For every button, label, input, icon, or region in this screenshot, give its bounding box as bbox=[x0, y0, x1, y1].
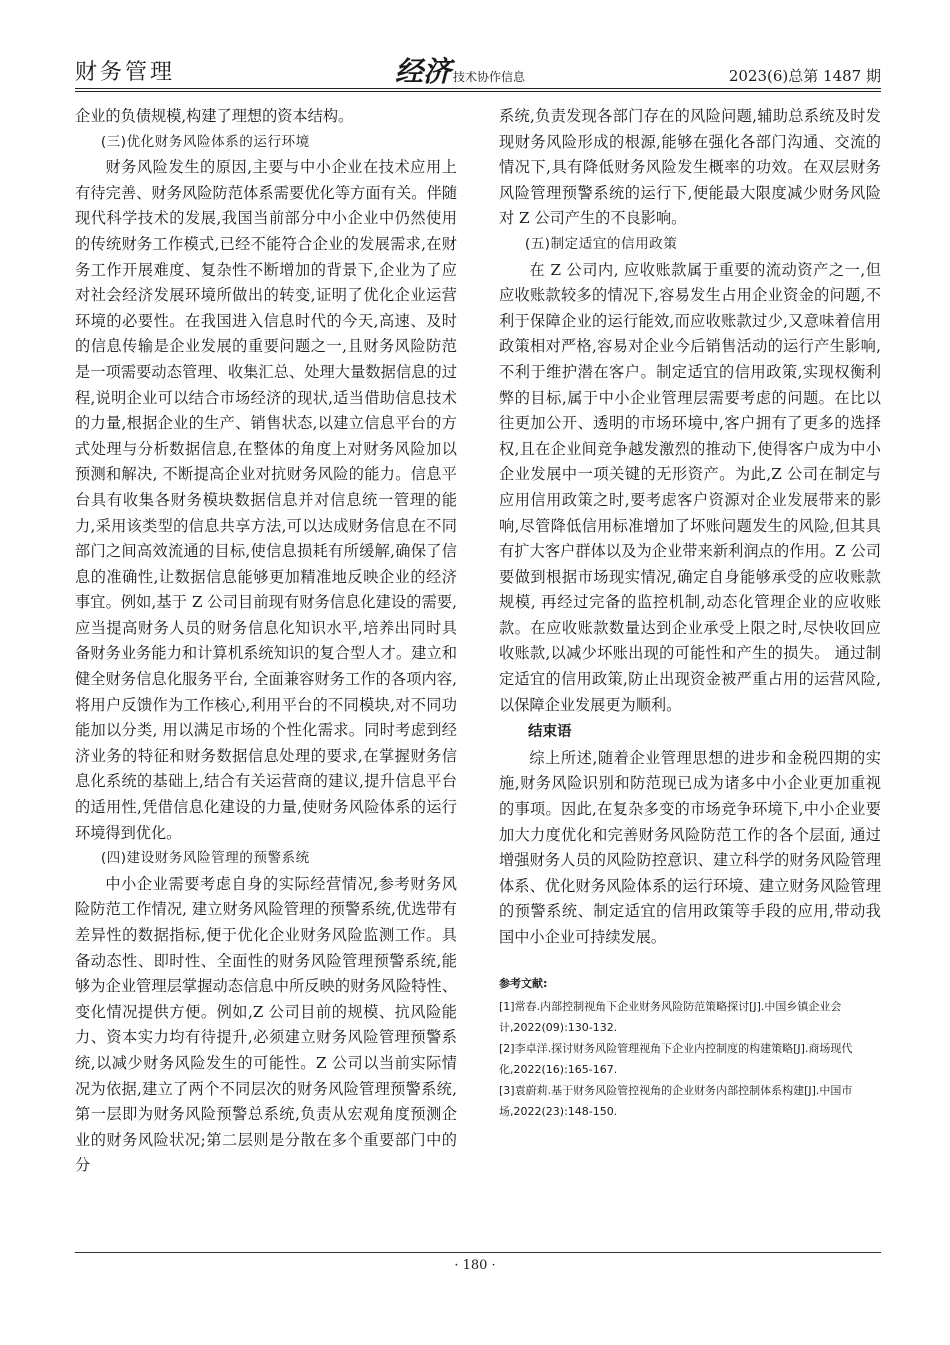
journal-logo: 经济 bbox=[395, 55, 452, 88]
references-title: 参考文献: bbox=[499, 976, 548, 990]
paragraph: 综上所述,随着企业管理思想的进步和金税四期的实施,财务风险识别和防范现已成为诸多中小企业更加重视的事项。因此,在复杂多变的市场竞争环境下,中小企业要加大力度优化和完善财务风险防范工作的各个层面, 通过增强财务人员的风险防控意识、建立科学的财务风险管理体系、优化财务风险体系的运行环境、建立财务风险管理的预警系统、制定适宜的信用政策等手段的应用,带动我国中小企业可持续发展。 bbox=[499, 748, 881, 946]
reference-item: [1]常春.内部控制视角下企业财务风险防范策略探讨[J].中国乡镇企业会计,2022(09):130-132. bbox=[499, 999, 842, 1034]
section-title: 财务管理 bbox=[75, 60, 176, 85]
paragraph: 在 Z 公司内, 应收账款属于重要的流动资产之一,但应收账款较多的情况下,容易发生占用企业资金的问题,不利于保障企业的运行能效,而应收账款过少,又意味着信用政策相对严格,容易对企业今后销售活动的运行产生影响,不利于维护潜在客户。制定适宜的信用政策,实现权衡利弊的目标,属于中小企业管理层需要考虑的问题。在比以往更加公开、透明的市场环境中,客户拥有了更多的选择权,且在企业间竞争越发激烈的推动下,使得客户成为中小企业发展中一项关键的无形资产。为此,Z 公司在制定与应用信用政策之时,要考虑客户资源对企业发展带来的影响,尽管降低信用标准增加了坏账问题发生的风险,但其具有扩大客户群体以及为企业带来新利润点的作用。Z 公司要做到根据市场现实情况,确定自身能够承受的应收账款规模, 再经过完备的监控机制,动态化管理企业的应收账款。在应收账款数量达到企业承受上限之时,尽快收回应收账款,以减少坏账出现的可能性和产生的损失。 通过制定适宜的信用政策,防止出现资金被严重占用的运营风险,以保障企业发展更为顺利。 bbox=[499, 260, 881, 714]
reference-item: [2]李卓洋.探讨财务风险管理视角下企业内控制度的构建策略[J].商场现代化,2022(16):165-167. bbox=[499, 1041, 853, 1076]
page-number: · 180 · bbox=[454, 1258, 496, 1273]
section-heading-4: (四)建设财务风险管理的预警系统 bbox=[100, 850, 310, 867]
references bbox=[499, 973, 881, 1122]
left-column bbox=[75, 104, 457, 1179]
right-column bbox=[499, 104, 881, 1122]
paragraph-continued: 系统,负责发现各部门存在的风险问题,辅助总系统及时发现财务风险形成的根源,能够在强化各部门沟通、交流的情况下,具有降低财务风险发生概率的功效。在双层财务风险管理预警系统的运行下,便能最大限度减少财务风险对 Z 公司产生的不良影响。 bbox=[499, 107, 881, 228]
conclusion-heading: 结束语 bbox=[528, 724, 572, 741]
issue-number: 2023(6)总第 1487 期 bbox=[728, 67, 881, 85]
section-heading-5: (五)制定适宜的信用政策 bbox=[524, 235, 678, 252]
paragraph: 中小企业需要考虑自身的实际经营情况,参考财务风险防范工作情况, 建立财务风险管理的预警系统,优选带有差异性的数据指标,便于优化企业财务风险监测工作。具备动态性、即时性、全面性的财务风险管理预警系统,能够为企业管理层掌握动态信息中所反映的财务风险特性、变化情况提供方便。例如,Z 公司目前的规模、抗风险能力、资本实力均有待提升,必须建立财务风险管理预警系统,以减少财务风险发生的可能性。Z 公司以当前实际情况为依据,建立了两个不同层次的财务风险管理预警系统,第一层即为财务风险预警总系统,负责从宏观角度预测企业的财务风险状况;第二层则是分散在多个重要部门中的分 bbox=[75, 874, 457, 1175]
journal-subtitle: 技术协作信息 bbox=[453, 70, 526, 84]
paragraph: 财务风险发生的原因,主要与中小企业在技术应用上有待完善、财务风险防范体系需要优化等方面有关。伴随现代科学技术的发展,我国当前部分中小企业中仍然使用的传统财务工作模式,已经不能符合企业的发展需求,在财务工作开展难度、复杂性不断增加的背景下,企业为了应对社会经济发展环境所做出的转变,证明了优化企业运营环境的必要性。在我国进入信息时代的今天,高速、及时的信息传输是企业发展的重要问题之一,且财务风险防范是一项需要动态管理、收集汇总、处理大量数据信息的过程,说明企业可以结合市场经济的现状,适当借助信息技术的力量,根据企业的生产、销售状态,以建立信息平台的方式处理与分析数据信息,在整体的角度上对财务风险加以预测和解决, 不断提高企业对抗财务风险的能力。信息平台具有收集各财务模块数据信息并对信息统一管理的能力,采用该类型的信息共享方法,可以达成财务信息在不同部门之间高效流通的目标,使信息损耗有所缓解,确保了信息的准确性,让数据信息能够更加精准地反映企业的经济事宜。例如,基于 Z 公司目前现有财务信息化建设的需要,应当提高财务人员的财务信息化知识水平,培养出同时具备财务业务能力和计算机系统知识的复合型人才。建立和健全财务信息化服务平台, 全面兼容财务工作的各项内容,将用户反馈作为工作核心,利用平台的不同模块,对不同功能加以分类, 用以满足市场的个性化需求。同时考虑到经济业务的特征和财务数据信息处理的要求,在掌握财务信息化系统的基础上,结合有关运营商的建议,提升信息平台的适用性,凭借信息化建设的力量,使财务风险体系的运行环境得到优化。 bbox=[75, 158, 457, 842]
footer-rule bbox=[75, 1252, 881, 1253]
page-header bbox=[75, 55, 881, 92]
reference-item: [3]袁蔚莉.基于财务风险管控视角的企业财务内部控制体系构建[J].中国市场,2022(23):148-150. bbox=[499, 1083, 853, 1118]
header-rule bbox=[75, 88, 881, 92]
journal-masthead bbox=[395, 55, 526, 88]
paragraph-continued: 企业的负债规模,构建了理想的资本结构。 bbox=[75, 107, 354, 125]
section-heading-3: (三)优化财务风险体系的运行环境 bbox=[100, 133, 310, 150]
